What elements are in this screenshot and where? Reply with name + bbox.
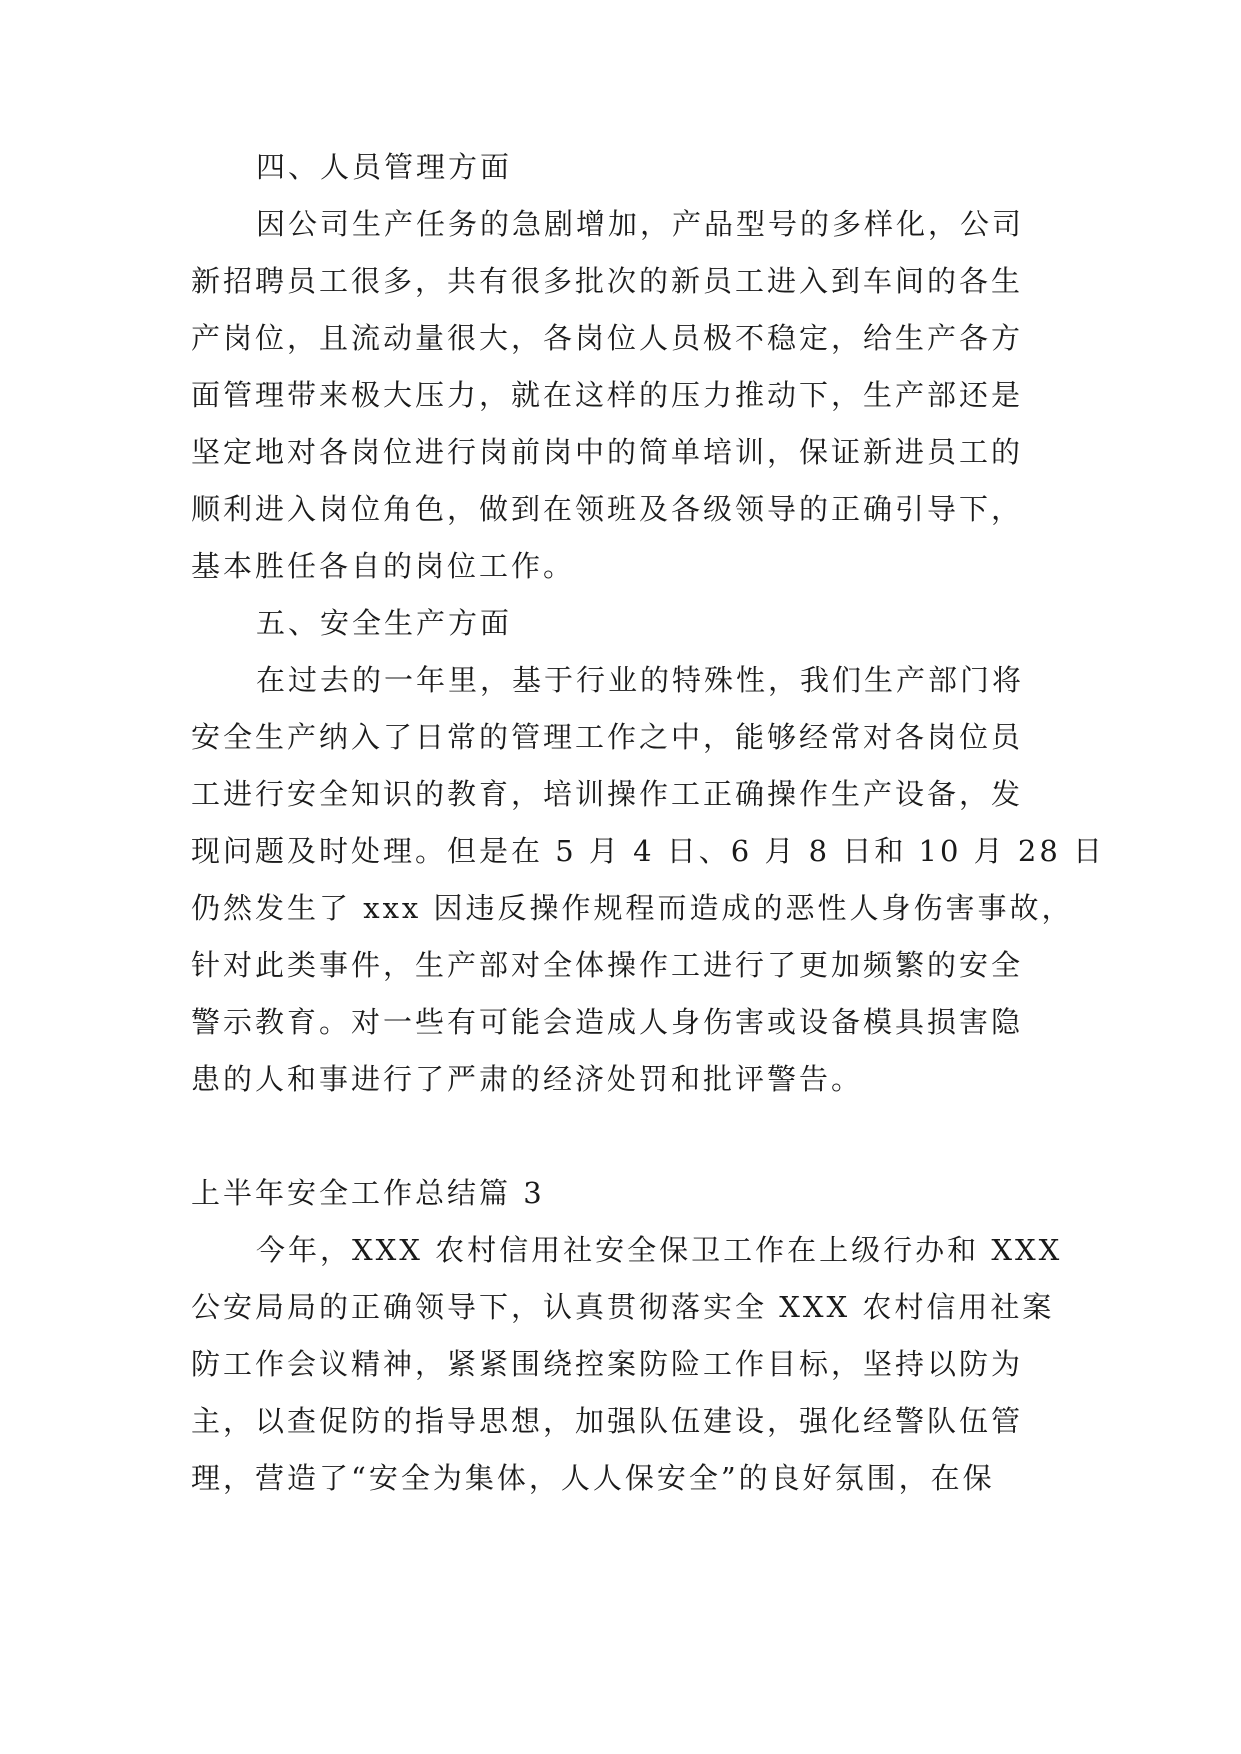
paragraph-line: 安全生产纳入了日常的管理工作之中，能够经常对各岗位员 bbox=[191, 720, 1024, 754]
paragraph-line: 工进行安全知识的教育，培训操作工正确操作生产设备，发 bbox=[191, 777, 1024, 811]
paragraph-line: 防工作会议精神，紧紧围绕控案防险工作目标，坚持以防为 bbox=[191, 1347, 1024, 1381]
paragraph-line: 在过去的一年里，基于行业的特殊性，我们生产部门将 bbox=[256, 663, 1025, 697]
section-heading-personnel: 四、人员管理方面 bbox=[256, 150, 513, 184]
paragraph-line: 今年，XXX 农村信用社安全保卫工作在上级行办和 XXX bbox=[256, 1233, 1063, 1267]
paragraph-line: 产岗位，且流动量很大，各岗位人员极不稳定，给生产各方 bbox=[191, 321, 1024, 355]
paragraph-line: 面管理带来极大压力，就在这样的压力推动下，生产部还是 bbox=[191, 378, 1024, 412]
paragraph-line: 公安局局的正确领导下，认真贯彻落实全 XXX 农村信用社案 bbox=[191, 1290, 1055, 1324]
paragraph-line: 针对此类事件，生产部对全体操作工进行了更加频繁的安全 bbox=[191, 948, 1024, 982]
paragraph-line: 仍然发生了 xxx 因违反操作规程而造成的恶性人身伤害事故， bbox=[191, 891, 1074, 925]
article-title: 上半年安全工作总结篇 3 bbox=[191, 1176, 545, 1210]
paragraph-line: 新招聘员工很多，共有很多批次的新员工进入到车间的各生 bbox=[191, 264, 1024, 298]
paragraph-line: 患的人和事进行了严肃的经济处罚和批评警告。 bbox=[191, 1062, 864, 1096]
paragraph-line: 警示教育。对一些有可能会造成人身伤害或设备模具损害隐 bbox=[191, 1005, 1024, 1039]
paragraph-line: 基本胜任各自的岗位工作。 bbox=[191, 549, 576, 583]
paragraph-line: 因公司生产任务的急剧增加，产品型号的多样化，公司 bbox=[256, 207, 1025, 241]
paragraph-line: 现问题及时处理。但是在 5 月 4 日、6 月 8 日和 10 月 28 日 bbox=[191, 834, 1106, 868]
paragraph-line: 主，以查促防的指导思想，加强队伍建设，强化经警队伍管 bbox=[191, 1404, 1024, 1438]
paragraph-line: 顺利进入岗位角色，做到在领班及各级领导的正确引导下， bbox=[191, 492, 1024, 526]
paragraph-line: 理，营造了“安全为集体，人人保安全”的良好氛围，在保 bbox=[191, 1461, 995, 1495]
paragraph-line: 坚定地对各岗位进行岗前岗中的简单培训，保证新进员工的 bbox=[191, 435, 1024, 469]
section-heading-safety: 五、安全生产方面 bbox=[256, 606, 513, 640]
